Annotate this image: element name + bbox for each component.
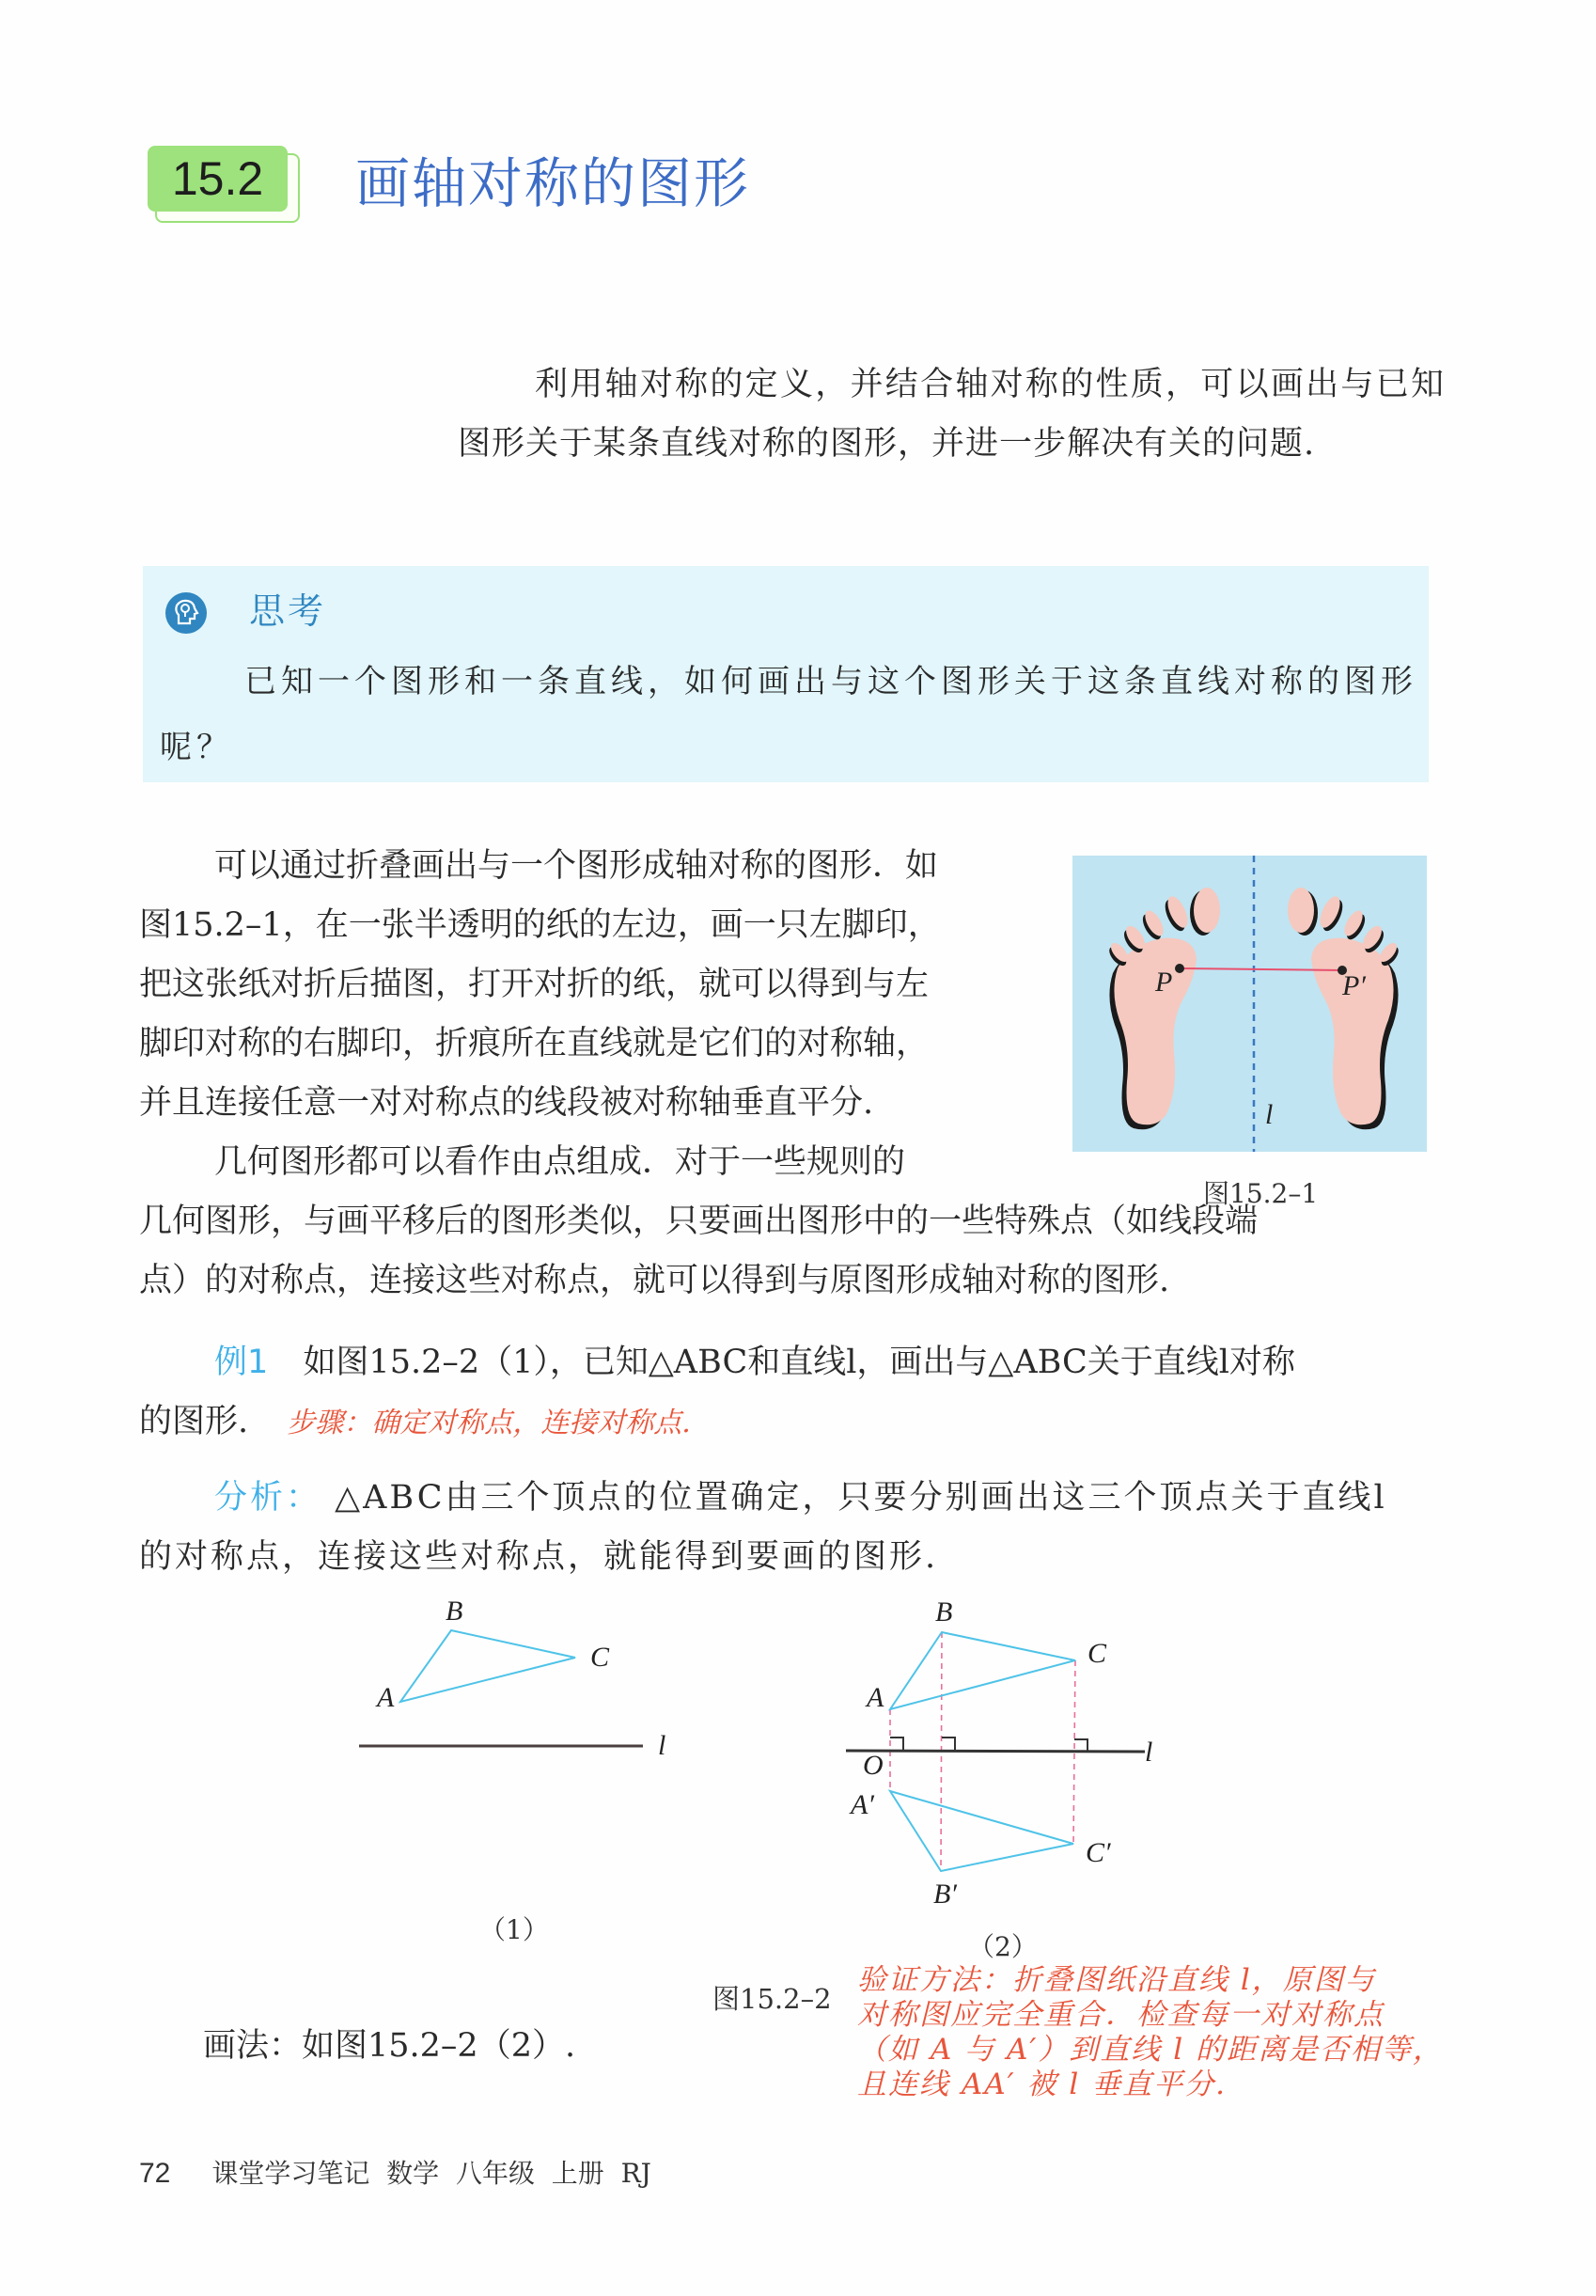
section-title: 画轴对称的图形 — [355, 151, 751, 215]
body-line: 把这张纸对折后描图，打开对折的纸，就可以得到与左 — [139, 966, 930, 1003]
axis-l-label: l — [658, 1730, 666, 1761]
think-title: 思考 — [249, 590, 327, 632]
think-question: 已知一个图形和一条直线，如何画出与这个图形关于这条直线对称的图形呢？ — [160, 663, 1417, 766]
lightbulb-head-icon — [165, 592, 207, 634]
analysis — [139, 1469, 1455, 1587]
point-a-label: A — [377, 1682, 395, 1713]
axis-l-label: l — [1265, 1099, 1274, 1130]
note-line: 对称图应完全重合．检查每一对对称点 — [857, 1998, 1385, 2032]
point-c-label: C — [1087, 1638, 1107, 1669]
page-number: 72 — [139, 2158, 171, 2189]
subfigure-2-label: （2） — [968, 1931, 1038, 1962]
page-footer — [139, 2153, 651, 2191]
section-number: 15.2 — [171, 152, 264, 205]
example-label: 例1 — [214, 1344, 269, 1381]
body-line: 可以通过折叠画出与一个图形成轴对称的图形．如 — [214, 847, 939, 885]
note-line: 且连线 AA′ 被 l 垂直平分. — [857, 2068, 1227, 2101]
figure-2-part-1 — [338, 1598, 714, 1974]
footprint-figure — [1072, 856, 1427, 1152]
point-p-label: P — [1155, 967, 1173, 998]
example-text-cont: 的图形. — [139, 1403, 249, 1440]
axis-l-label: l — [1145, 1737, 1153, 1768]
analysis-text: △ABC由三个顶点的位置确定，只要分别画出这三个顶点关于直线l — [335, 1479, 1387, 1517]
point-c-label: C — [590, 1642, 610, 1673]
figure-2-caption: 图15.2–2 — [712, 1983, 832, 2015]
point-b-label: B — [446, 1598, 463, 1627]
handwritten-verification-note — [857, 1963, 1459, 2102]
body-line: 点）的对称点，连接这些对称点，就可以得到与原图形成轴对称的图形. — [139, 1262, 1170, 1299]
body-line: 几何图形都可以看作由点组成．对于一些规则的 — [214, 1143, 906, 1181]
body-paragraph-1 — [139, 837, 1070, 1192]
analysis-text-cont: 的对称点，连接这些对称点，就能得到要画的图形. — [139, 1538, 939, 1576]
figure-1-caption: 图15.2–1 — [1203, 1178, 1319, 1209]
figure-2-part-2 — [837, 1598, 1213, 1965]
intro-paragraph: 利用轴对称的定义，并结合轴对称的性质，可以画出与已知图形关于某条直线对称的图形，并进一步解决有关的问题. — [458, 366, 1445, 463]
point-b-prime-label: B′ — [933, 1879, 957, 1910]
drawing-method: 画法：如图15.2–2（2）. — [203, 2027, 576, 2065]
point-a-prime-label: A′ — [851, 1789, 874, 1820]
body-line: 并且连接任意一对对称点的线段被对称轴垂直平分. — [139, 1084, 874, 1122]
body-line: 几何图形，与画平移后的图形类似，只要画出图形中的一些特殊点（如线段端 — [139, 1203, 1259, 1240]
handwritten-step-note: 步骤：确定对称点，连接对称点. — [287, 1407, 691, 1439]
example-1 — [139, 1333, 1455, 1453]
point-b-label: B — [935, 1598, 953, 1628]
point-o-label: O — [863, 1750, 884, 1781]
example-text: 如图15.2–2（1），已知△ABC和直线l，画出与△ABC关于直线l对称 — [303, 1344, 1295, 1381]
body-paragraph-2 — [139, 1192, 1455, 1311]
body-line: 图15.2–1，在一张半透明的纸的左边，画一只左脚印， — [139, 906, 941, 944]
note-line: 验证方法：折叠图纸沿直线 l，原图与 — [857, 1963, 1376, 1997]
section-badge — [148, 146, 288, 212]
book-title: 课堂学习笔记 数学 八年级 上册 RJ — [211, 2158, 651, 2189]
subfigure-1-label: （1） — [479, 1914, 549, 1945]
point-p-prime-label: P′ — [1342, 970, 1366, 1001]
analysis-label: 分析： — [214, 1479, 322, 1517]
point-a-label: A — [867, 1682, 884, 1713]
point-c-prime-label: C′ — [1086, 1837, 1111, 1868]
note-line: （如 A 与 A′）到直线 l 的距离是否相等， — [857, 2033, 1444, 2067]
body-line: 脚印对称的右脚印，折痕所在直线就是它们的对称轴， — [139, 1025, 930, 1062]
